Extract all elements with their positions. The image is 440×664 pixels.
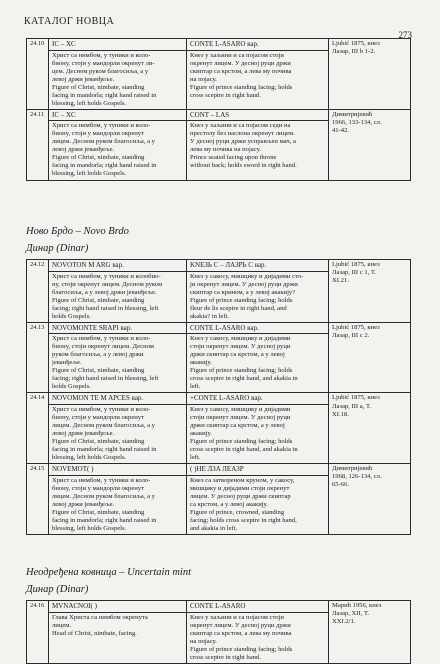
reverse-line: престолу без наслона окренут лицем. <box>190 130 295 138</box>
reverse-line: Figure of prince standing facing; holds <box>190 296 293 304</box>
reference-line: 1968, 126-134, сл. <box>332 473 382 481</box>
reference <box>329 322 411 393</box>
obverse-line: holds Gospels. <box>52 312 91 320</box>
reverse-line: Кнез у хаљини и са појасом стоји <box>190 613 284 621</box>
reference-line: 41-42. <box>332 126 350 134</box>
obverse-line: левој држи јеванђеље. <box>52 75 115 83</box>
reference-line: Ljubić 1875, кнез <box>332 323 380 331</box>
reverse-description <box>187 322 329 393</box>
reference-line: Ljubić 1875, кнез <box>332 394 380 402</box>
reference-line: 1966, 133-134, сл. <box>332 118 382 126</box>
reverse-description <box>187 393 329 464</box>
obverse-legend: NOVEMOT( ) <box>52 465 94 474</box>
catalogue-number: 24.15 <box>27 464 49 535</box>
reverse-legend: CONTE L-ASARO вар. <box>190 323 259 332</box>
reverse-description <box>187 109 329 180</box>
reference-line: Димитријевић <box>332 465 373 473</box>
obverse-line: јеванђеље. <box>52 359 82 367</box>
obverse-line: blessing, left holds Gospels. <box>52 454 127 462</box>
obverse-line: ну, стоји окренут лицем. Десном руком <box>52 280 163 288</box>
obverse-line: лицем. Десном руком благосиља, а у <box>52 492 155 500</box>
reverse-line: Кнез у сакосу, мишцику и дијадими сто- <box>190 272 304 280</box>
reference-line: Лазар, III a, Т. <box>332 402 371 410</box>
catalogue-number: 24.14 <box>27 393 49 464</box>
obverse-line: blessing, left holds Gospels. <box>52 524 127 532</box>
obverse-line: facing; right hand raised in blessing, left <box>52 304 159 312</box>
reverse-line: Figure of prince standing facing; holds <box>190 367 293 375</box>
reference-line: XI.21. <box>332 277 349 285</box>
running-head: КАТАЛОГ НОВЦА <box>24 16 115 27</box>
obverse-line: Христ са нимбом, у туники и колобио- <box>52 272 161 280</box>
obverse-description <box>49 464 187 535</box>
table-row <box>27 393 411 464</box>
reverse-line: држи скиптар са крстом, а у левој <box>190 422 285 430</box>
obverse-line: биону, стоји у мандорли окренут <box>52 484 144 492</box>
obverse-line: Христ са нимбом, у туники и коло- <box>52 51 151 59</box>
obverse-line: facing in mandorla; right hand raised in <box>52 162 157 170</box>
obverse-line: facing; right hand raised in blessing, left <box>52 375 159 383</box>
obverse-legend: NOVOTON M ARG вар. <box>52 261 124 269</box>
reverse-line: Кнез са затвореном круном, у сакосу, <box>190 476 295 484</box>
obverse-description <box>49 39 187 110</box>
catalogue-number: 24.10 <box>27 39 49 110</box>
reverse-line: Кнез у хаљини и са појасом седи на <box>190 122 291 130</box>
reverse-line: cross sceptre in right hand, and akakia in <box>190 375 298 383</box>
reverse-line: скиптар са крином, а у левој акакију? <box>190 288 296 296</box>
reverse-line: Figure of prince standing facing; holds <box>190 438 293 446</box>
obverse-line: Figure of Christ, nimbate, standing <box>52 154 145 162</box>
reverse-legend: CONTE L-ASARO <box>190 602 246 610</box>
reverse-line: Prince seated facing upon throne <box>190 154 277 162</box>
reverse-description <box>187 464 329 535</box>
reverse-legend: CONTE L-ASARO вар. <box>190 40 259 48</box>
reverse-line: стоји окренут лицем. У десној руци <box>190 343 291 351</box>
obverse-line: Глава Христа са нимбом окренута <box>52 613 148 621</box>
reverse-line: на појасу. <box>190 75 217 83</box>
reference-line: Марић 1956, кнез <box>332 602 382 609</box>
obverse-line: facing in mandorla; right hand raised in <box>52 516 157 524</box>
divider <box>49 50 186 51</box>
reference <box>329 601 411 664</box>
divider <box>49 475 186 476</box>
coin-table-1 <box>26 38 411 181</box>
obverse-line: Figure of Christ, nimbate, standing <box>52 508 145 516</box>
obverse-line: левој држи јеванђеље. <box>52 430 115 438</box>
obverse-line: благосиља, а у левој држи јеванђеље. <box>52 288 157 296</box>
reference-line: Лазар, III с 2. <box>332 331 370 339</box>
obverse-line: blessing, left holds Gospels. <box>52 99 127 107</box>
reference-line: XI.18. <box>332 410 349 418</box>
reverse-line: држи скиптар са крстом, а у левој <box>190 351 285 359</box>
section-subtitle-dinar-2: Динар (Dinar) <box>26 584 89 595</box>
obverse-legend: MVNACNOI( ) <box>52 602 97 610</box>
reverse-line: скиптар са крстом, а лева му почива <box>190 629 292 637</box>
divider <box>49 120 186 121</box>
obverse-line: Head of Christ, nimbate, facing. <box>52 629 137 637</box>
obverse-line: левој држи јеванђеље. <box>52 146 115 154</box>
reverse-line: окренут лицем. У десној руци држи <box>190 621 291 629</box>
obverse-line: facing in mandorla; right hand raised in <box>52 91 157 99</box>
divider <box>49 404 186 405</box>
table-row <box>27 260 411 323</box>
reverse-legend: KNEЗЬ C – ЛAЗРЬ C вар. <box>190 261 267 269</box>
reference <box>329 464 411 535</box>
reverse-line: мишцику и дијадими стоји окренут <box>190 484 290 492</box>
obverse-line: биону, стоји окренут лицем. Десном <box>52 343 154 351</box>
reverse-legend: ( )НЕ ЛЗA ЛEAЗP <box>190 465 244 474</box>
obverse-line: Христ са нимбом, у туники и коло- <box>52 335 151 343</box>
reference-line: 65-66. <box>332 481 350 489</box>
obverse-line: биону, стоји у мандорли окренут <box>52 414 144 422</box>
reference <box>329 260 411 323</box>
divider <box>187 120 328 121</box>
reverse-legend: CONT – LAS <box>190 110 230 119</box>
reverse-line: Кнез у сакосу, мишцику и дијадими <box>190 335 291 343</box>
coin-table-3 <box>26 600 411 664</box>
obverse-legend: IC – XC <box>52 40 76 48</box>
reverse-line: Кнез у сакосу, мишцику и дијадими <box>190 406 291 413</box>
reverse-line: left. <box>190 454 201 462</box>
obverse-legend: NOVOMON TE M APCES вар. <box>52 394 144 403</box>
table-row <box>27 322 411 393</box>
reverse-line: without back; holds sword in right hand. <box>190 162 297 170</box>
reverse-line: У десној руци држи усправљен мач, а <box>190 138 296 146</box>
obverse-description <box>49 109 187 180</box>
reverse-description <box>187 601 329 664</box>
page-number: 273 <box>398 30 412 40</box>
table-row <box>27 601 411 664</box>
reverse-line: cross sceptre in right hand, and akakia in <box>190 446 298 454</box>
obverse-line: лицем. <box>52 621 72 629</box>
obverse-line: holds Gospels. <box>52 383 91 391</box>
obverse-line: Figure of Christ, nimbate, standing <box>52 438 145 446</box>
obverse-line: биону, стоји у мандорли окренут ли- <box>52 59 155 67</box>
reverse-description <box>187 260 329 323</box>
divider <box>187 271 328 272</box>
reference-line: Ljubić 1875, кнез <box>332 40 380 47</box>
reference <box>329 39 411 110</box>
reverse-line: facing; holds cross sceptre in right hand, <box>190 516 297 524</box>
reference-line: XXI.2/1. <box>332 618 356 626</box>
reverse-line: стоји окренут лицем. У десној руци <box>190 414 291 422</box>
coin-table-2 <box>26 259 411 535</box>
reference <box>329 109 411 180</box>
reverse-line: akakia? in left. <box>190 312 229 320</box>
reverse-legend: +CONTE L-ASARO вар. <box>190 394 263 403</box>
reverse-line: на појасу. <box>190 637 217 645</box>
obverse-description <box>49 601 187 664</box>
divider <box>49 271 186 272</box>
catalogue-number: 24.12 <box>27 260 49 323</box>
obverse-line: левој држи јеванђеље. <box>52 500 115 508</box>
reverse-line: fleur de lis sceptre in right hand, and <box>190 304 287 312</box>
reverse-description <box>187 39 329 110</box>
obverse-line: Христ са нимбом, у туники и коло- <box>52 122 151 130</box>
reverse-line: cross sceptre in right hand. <box>190 91 261 99</box>
reference-line: Ljubić 1875, кнез <box>332 261 380 268</box>
reverse-line: лева му почива на појасу. <box>190 146 261 154</box>
reverse-line: акакију. <box>190 359 212 367</box>
obverse-line: цем. Десном руком благосиља, а у <box>52 67 149 75</box>
reverse-line: ји окренут лицем. У десној руци држи <box>190 280 298 288</box>
obverse-line: Христ са нимбом, у туники и коло- <box>52 406 151 413</box>
table-row <box>27 109 411 180</box>
reference <box>329 393 411 464</box>
obverse-legend: IC – XC <box>52 110 76 119</box>
reverse-line: cross sceptre in right hand. <box>190 653 261 661</box>
reverse-line: окренут лицем. У десној руци држи <box>190 59 291 67</box>
divider <box>49 333 186 334</box>
obverse-line: лицем. Десном руком благосиља, а у <box>52 138 155 146</box>
reverse-line: Figure of prince standing facing; holds <box>190 83 293 91</box>
reverse-line: са крстом, а у левој акакију. <box>190 500 268 508</box>
section-title-uncertain-mint: Неодређена ковница – Uncertain mint <box>26 567 191 578</box>
reverse-line: скиптар са крстом, а лева му почива <box>190 67 292 75</box>
reference-line: Лазар, XII, Т. <box>332 610 369 618</box>
reference-line: Лазар, III c 1, Т. <box>332 269 376 277</box>
obverse-description <box>49 260 187 323</box>
reverse-line: лицем. У десној руци држи скиптар <box>190 492 291 500</box>
obverse-legend: NOVOMONTE SRAPI вар. <box>52 323 133 332</box>
divider <box>187 404 328 405</box>
obverse-line: Figure of Christ, nimbate, standing <box>52 83 145 91</box>
divider <box>187 612 328 613</box>
catalogue-number: 24.16 <box>27 601 49 664</box>
reverse-line: акакију. <box>190 430 212 438</box>
section-subtitle-dinar: Динар (Dinar) <box>26 243 89 254</box>
obverse-description <box>49 322 187 393</box>
reference-line: Лазар, III b 1-2. <box>332 48 376 56</box>
catalogue-number: 24.13 <box>27 322 49 393</box>
divider <box>187 50 328 51</box>
reverse-line: left. <box>190 383 201 391</box>
obverse-line: Figure of Christ, nimbate, standing <box>52 367 145 375</box>
obverse-line: blessing, left holds Gospels. <box>52 170 127 178</box>
obverse-line: Христ са нимбом, у туники и коло- <box>52 476 151 484</box>
obverse-line: Figure of Christ, nimbate, standing <box>52 296 145 304</box>
divider <box>49 612 186 613</box>
obverse-line: биону, стоји у мандорли окренут <box>52 130 144 138</box>
obverse-description <box>49 393 187 464</box>
obverse-line: лицем. Десном руком благосиља, а у <box>52 422 155 430</box>
obverse-line: руком благосиља, а у левој држи <box>52 351 144 359</box>
reverse-line: Figure of prince standing facing; holds <box>190 645 293 653</box>
table-row <box>27 39 411 110</box>
reverse-line: and akakia in left. <box>190 524 238 532</box>
catalogue-number: 24.11 <box>27 109 49 180</box>
reverse-line: Кнез у хаљини и са појасом стоји <box>190 51 284 59</box>
reference-line: Димитријевић <box>332 110 373 118</box>
section-title-novo-brdo: Ново Брдо – Novo Brdo <box>26 226 129 237</box>
table-row <box>27 464 411 535</box>
reverse-line: Figure of prince, crowned, standing <box>190 508 285 516</box>
obverse-line: facing in mandorla; right hand raised in <box>52 446 157 454</box>
divider <box>187 333 328 334</box>
divider <box>187 475 328 476</box>
